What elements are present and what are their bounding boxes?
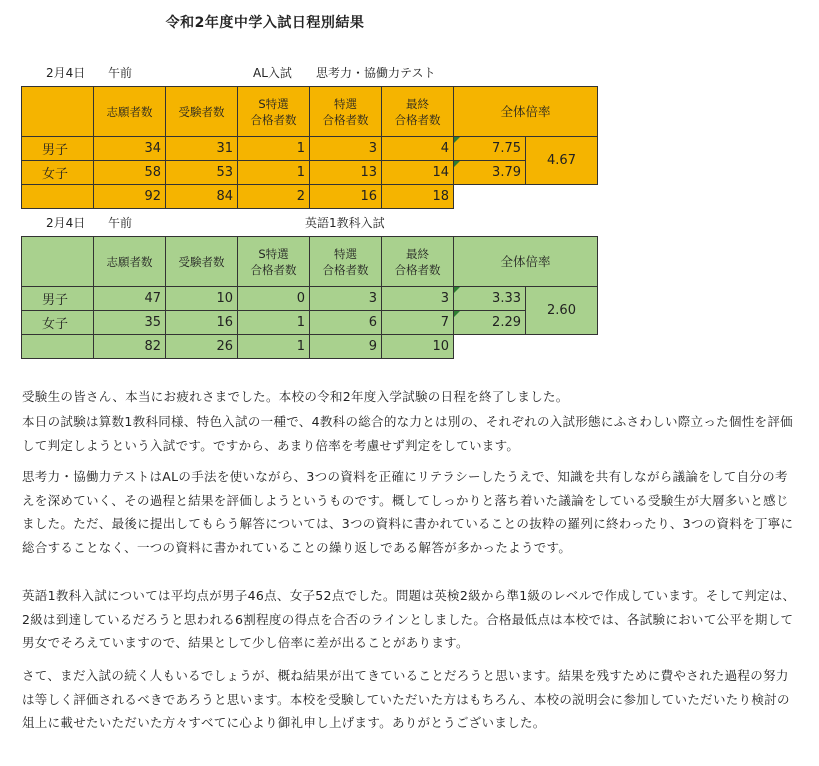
total-cell: 1 bbox=[238, 335, 310, 359]
totals-row bbox=[22, 335, 598, 359]
table-cell: 58 bbox=[94, 161, 166, 185]
table-cell: 3 bbox=[310, 287, 382, 311]
table-row bbox=[22, 311, 598, 335]
total-cell: 84 bbox=[166, 185, 238, 209]
table-cell: 6 bbox=[310, 311, 382, 335]
section1-exam-name: AL入試 bbox=[253, 66, 292, 80]
header-overall-ratio: 全体倍率 bbox=[454, 87, 598, 137]
row-label-male: 男子 bbox=[22, 287, 94, 311]
section1-exam-subtitle: 思考力・協働力テスト bbox=[316, 66, 436, 80]
ratio-cell-male: 3.33 bbox=[454, 287, 526, 311]
header-final-passers: 最終 合格者数 bbox=[382, 87, 454, 137]
header-examinees: 受験者数 bbox=[166, 237, 238, 287]
blank-cell bbox=[454, 335, 598, 359]
row-label-female: 女子 bbox=[22, 161, 94, 185]
paragraph-text: 思考力・協働力テストはALの手法を使いながら、3つの資料を正確にリテラシーしたうえで、知識を共有しながら議論をして自分の考えを深めていく、その過程と結果を評価しようというものです。概してしっかりと落ち着いた議論をしている受験生が大層多いと感じました。ただ、最後に提出してもらう解答については、3つの資料に書かれていることの抜粋の羅列に終わったり、3つの資料を丁寧に総合することなく、一つの資料に書かれていることの繰り返しである解答が多かったようです。 bbox=[22, 469, 794, 555]
table-cell: 3 bbox=[382, 287, 454, 311]
total-cell: 26 bbox=[166, 335, 238, 359]
table-row bbox=[22, 161, 598, 185]
results-table-english bbox=[21, 236, 598, 359]
section2-period: 午前 bbox=[108, 216, 133, 230]
results-table-al bbox=[21, 86, 598, 209]
table-cell: 34 bbox=[94, 137, 166, 161]
paragraph-text: 英語1教科入試については平均点が男子46点、女子52点でした。問題は英検2級から準1級のレベルで作成しています。そして判定は、2級は到達しているだろうと思われる6割程度の得点を合否のラインとしました。合格最低点は本校では、各試験において公平を期して男女でそろえていますので、結果として少し倍率に差が出ることがあります。 bbox=[22, 588, 796, 650]
table-header-row bbox=[22, 87, 598, 137]
overall-ratio-cell: 4.67 bbox=[526, 137, 598, 185]
header-s-special-passers: S特選 合格者数 bbox=[238, 87, 310, 137]
header-special-passers: 特選 合格者数 bbox=[310, 87, 382, 137]
header-blank bbox=[22, 237, 94, 287]
row-label-male: 男子 bbox=[22, 137, 94, 161]
table-cell: 1 bbox=[238, 311, 310, 335]
paragraph-text: 本日の試験は算数1教科同様、特色入試の一種で、4教科の総合的な力とは別の、それぞれの入試形態にふさわしい際立った個性を評価して判定しようという入試です。ですから、あまり倍率を考慮せず判定をしています。 bbox=[22, 414, 793, 453]
table-cell: 0 bbox=[238, 287, 310, 311]
table-cell: 53 bbox=[166, 161, 238, 185]
table-cell: 31 bbox=[166, 137, 238, 161]
paragraph-special-exam bbox=[22, 410, 797, 457]
table-cell: 16 bbox=[166, 311, 238, 335]
header-applicants: 志願者数 bbox=[94, 87, 166, 137]
ratio-cell-female: 3.79 bbox=[454, 161, 526, 185]
total-cell: 10 bbox=[382, 335, 454, 359]
totals-label-blank bbox=[22, 335, 94, 359]
paragraph-english-exam bbox=[22, 584, 797, 655]
table-cell: 3 bbox=[310, 137, 382, 161]
totals-label-blank bbox=[22, 185, 94, 209]
header-examinees: 受験者数 bbox=[166, 87, 238, 137]
section1-period: 午前 bbox=[108, 66, 133, 80]
header-applicants: 志願者数 bbox=[94, 237, 166, 287]
table-row bbox=[22, 137, 598, 161]
header-final-passers: 最終 合格者数 bbox=[382, 237, 454, 287]
total-cell: 2 bbox=[238, 185, 310, 209]
table-cell: 1 bbox=[238, 137, 310, 161]
table-cell: 14 bbox=[382, 161, 454, 185]
page-title: 令和2年度中学入試日程別結果 bbox=[165, 15, 365, 31]
header-s-special-passers: S特選 合格者数 bbox=[238, 237, 310, 287]
section2-exam-name: 英語1教科入試 bbox=[305, 216, 385, 230]
totals-row bbox=[22, 185, 598, 209]
header-blank bbox=[22, 87, 94, 137]
total-cell: 9 bbox=[310, 335, 382, 359]
header-special-passers: 特選 合格者数 bbox=[310, 237, 382, 287]
table-cell: 35 bbox=[94, 311, 166, 335]
table-cell: 7 bbox=[382, 311, 454, 335]
section1-date: 2月4日 bbox=[46, 66, 86, 80]
ratio-cell-female: 2.29 bbox=[454, 311, 526, 335]
total-cell: 18 bbox=[382, 185, 454, 209]
paragraph-closing bbox=[22, 664, 797, 735]
table-header-row bbox=[22, 237, 598, 287]
paragraph-text: 受験生の皆さん、本当にお疲れさまでした。本校の令和2年度入学試験の日程を終了しました。 bbox=[22, 389, 569, 404]
paragraph-al-test bbox=[22, 465, 797, 559]
total-cell: 16 bbox=[310, 185, 382, 209]
header-overall-ratio: 全体倍率 bbox=[454, 237, 598, 287]
table-cell: 47 bbox=[94, 287, 166, 311]
paragraph-text: さて、まだ入試の続く人もいるでしょうが、概ね結果が出てきていることだろうと思います。結果を残すために費やされた過程の努力は等しく評価されるべきであろうと思います。本校を受験していただいた方はもちろん、本校の説明会に参加していただいたり検討の俎上に載せたいただいた方々すべてに心より御礼申し上げます。ありがとうございました。 bbox=[22, 668, 790, 730]
table-cell: 4 bbox=[382, 137, 454, 161]
row-label-female: 女子 bbox=[22, 311, 94, 335]
table-cell: 10 bbox=[166, 287, 238, 311]
total-cell: 92 bbox=[94, 185, 166, 209]
paragraph-intro bbox=[22, 385, 797, 409]
ratio-cell-male: 7.75 bbox=[454, 137, 526, 161]
total-cell: 82 bbox=[94, 335, 166, 359]
blank-cell bbox=[454, 185, 598, 209]
table-cell: 1 bbox=[238, 161, 310, 185]
overall-ratio-cell: 2.60 bbox=[526, 287, 598, 335]
table-row bbox=[22, 287, 598, 311]
section2-date: 2月4日 bbox=[46, 216, 86, 230]
table-cell: 13 bbox=[310, 161, 382, 185]
